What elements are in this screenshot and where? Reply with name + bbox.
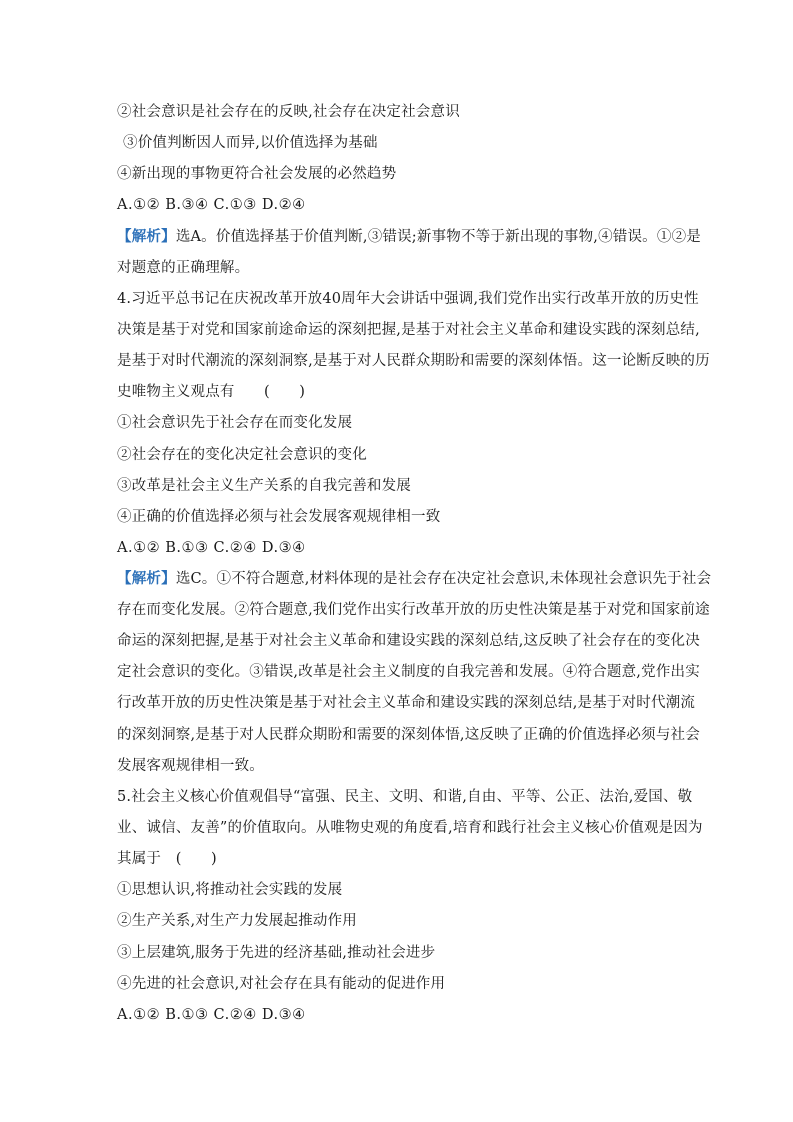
q5-option-4: ④先进的社会意识,对社会存在具有能动的促进作用 bbox=[117, 976, 446, 992]
q4-stem-line-3: 是基于对时代潮流的深刻洞察,是基于对人民群众期盼和需要的深刻体悟。这一论断反映的历 bbox=[117, 353, 710, 369]
q4-analysis-line-7: 发展客观规律相一致。 bbox=[117, 758, 264, 774]
q3-analysis-line-2: 对题意的正确理解。 bbox=[117, 260, 250, 276]
q3-choices: A.①② B.③④ C.①③ D.②④ bbox=[117, 197, 306, 213]
q4-analysis-line-4: 定社会意识的变化。③错误,改革是社会主义制度的自我完善和发展。④符合题意,党作出实 bbox=[117, 664, 700, 680]
q4-option-3: ③改革是社会主义生产关系的自我完善和发展 bbox=[117, 478, 411, 494]
q4-analysis-line-3: 命运的深刻把握,是基于对社会主义革命和建设实践的深刻总结,这反映了社会存在的变化决 bbox=[117, 633, 700, 649]
q3-analysis-line-1 bbox=[117, 227, 701, 247]
q4-stem-line-4: 史唯物主义观点有 ( ) bbox=[117, 384, 306, 400]
q4-analysis-line-5: 行改革开放的历史性决策是基于对社会主义革命和建设实践的深刻总结,是基于对时代潮流 bbox=[117, 695, 696, 711]
q5-stem-line-3: 其属于 ( ) bbox=[117, 851, 217, 867]
q4-option-1: ①社会意识先于社会存在而变化发展 bbox=[117, 415, 353, 431]
analysis-text: 选C。①不符合题意,材料体现的是社会存在决定社会意识,未体现社会意识先于社会 bbox=[175, 571, 712, 587]
q4-analysis-line-6: 的深刻洞察,是基于对人民群众期盼和需要的深刻体悟,这反映了正确的价值选择必须与社会 bbox=[117, 727, 700, 743]
q5-choices: A.①② B.①③ C.②④ D.③④ bbox=[117, 1007, 306, 1023]
q5-option-1: ①思想认识,将推动社会实践的发展 bbox=[117, 882, 343, 898]
q4-option-4: ④正确的价值选择必须与社会发展客观规律相一致 bbox=[117, 509, 441, 525]
analysis-tag: 【解析】 bbox=[117, 570, 176, 587]
q4-analysis-line-2: 存在而变化发展。②符合题意,我们党作出实行改革开放的历史性决策是基于对党和国家前途 bbox=[117, 602, 710, 618]
q5-option-2: ②生产关系,对生产力发展起推动作用 bbox=[117, 913, 358, 929]
q3-option-2: ②社会意识是社会存在的反映,社会存在决定社会意识 bbox=[117, 104, 460, 120]
q4-choices: A.①② B.①③ C.②④ D.③④ bbox=[117, 540, 306, 556]
q4-stem-line-2: 决策是基于对党和国家前途命运的深刻把握,是基于对社会主义革命和建设实践的深刻总结, bbox=[117, 322, 700, 338]
q4-option-2: ②社会存在的变化决定社会意识的变化 bbox=[117, 447, 367, 463]
analysis-text: 选A。价值选择基于价值判断,③错误;新事物不等于新出现的事物,④错误。①②是 bbox=[175, 229, 701, 245]
analysis-tag: 【解析】 bbox=[117, 228, 176, 245]
q5-stem-line-2: 业、诚信、友善”的价值取向。从唯物史观的角度看,培育和践行社会主义核心价值观是因为 bbox=[117, 820, 703, 836]
q3-option-4: ④新出现的事物更符合社会发展的必然趋势 bbox=[117, 166, 397, 182]
q4-analysis-line-1 bbox=[117, 569, 712, 589]
q3-option-3: ③价值判断因人而异,以价值选择为基础 bbox=[123, 135, 378, 151]
q5-option-3: ③上层建筑,服务于先进的经济基础,推动社会进步 bbox=[117, 945, 436, 961]
q5-stem-line-1: 5.社会主义核心价值观倡导“富强、民主、文明、和谐,自由、平等、公正、法治,爱国、敬 bbox=[117, 789, 693, 805]
q4-stem-line-1: 4.习近平总书记在庆祝改革开放40周年大会讲话中强调,我们党作出实行改革开放的历史性 bbox=[117, 291, 699, 307]
